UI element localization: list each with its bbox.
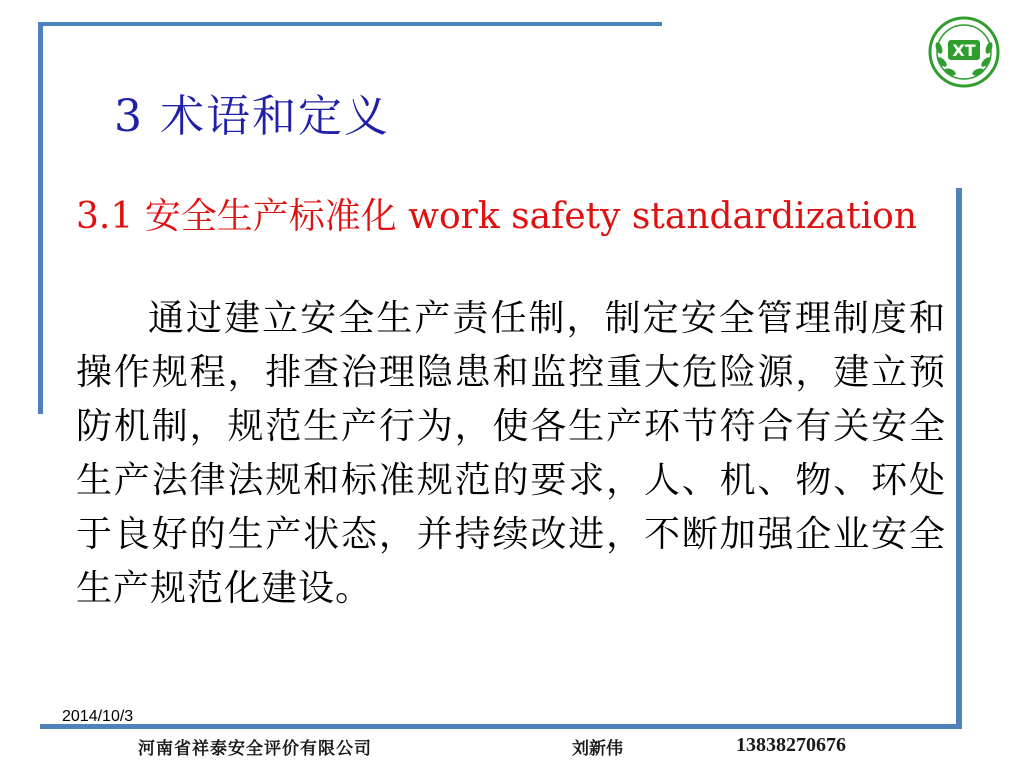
section-heading: 3.1 安全生产标准化 work safety standardization	[76, 196, 918, 237]
frame-left-line	[38, 22, 43, 414]
logo-text: XT	[952, 41, 976, 60]
laurel-wreath-logo-icon	[926, 14, 1002, 90]
slide-title: 3 术语和定义	[114, 91, 390, 142]
slide-date: 2014/10/3	[62, 708, 134, 725]
footer-author: 刘新伟	[572, 739, 623, 759]
frame-bottom-line	[40, 724, 962, 729]
footer-phone: 13838270676	[736, 734, 846, 756]
frame-right-line	[956, 188, 962, 724]
definition-body: 通过建立安全生产责任制，制定安全管理制度和操作规程，排查治理隐患和监控重大危险源，建立预防机制，规范生产行为，使各生产环节符合有关安全生产法律法规和标准规范的要求，人、机、物、环处于良好的生产状态，并持续改进，不断加强企业安全生产规范化建设。	[76, 298, 946, 609]
footer-company: 河南省祥泰安全评价有限公司	[138, 739, 372, 759]
frame-top-line	[40, 22, 662, 26]
